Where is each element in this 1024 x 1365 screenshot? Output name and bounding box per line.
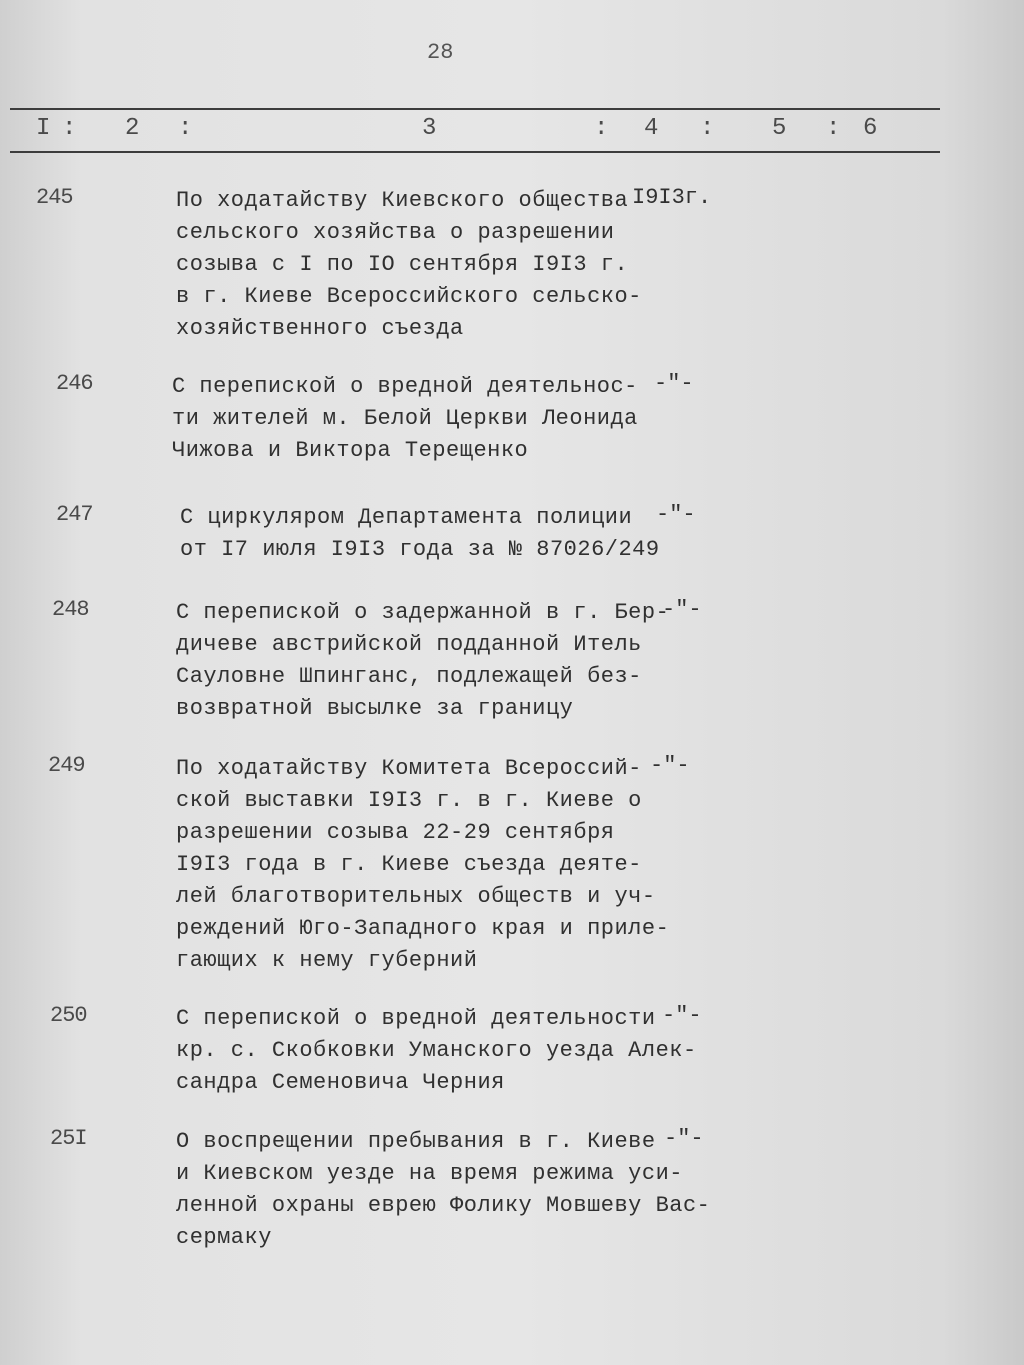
description-line: сандра Семеновича Черния	[176, 1070, 505, 1095]
description-line: лей благотворительных обществ и уч-	[176, 884, 656, 909]
entry-date-ditto: -"-	[654, 371, 694, 396]
description-line: разрешении созыва 22-29 сентября	[176, 820, 615, 845]
column-header-1: I	[36, 115, 51, 142]
description-line: реждений Юго-Западного края и приле-	[176, 916, 670, 941]
description-line: Сауловне Шпинганс, подлежащей без-	[176, 664, 642, 689]
description-line: кр. с. Скобковки Уманского уезда Алек-	[176, 1038, 697, 1063]
entry-description	[180, 502, 660, 566]
entry-date-ditto: -"-	[662, 597, 702, 622]
table-header-bottom-rule	[10, 151, 940, 153]
description-line: ленной охраны еврею Фолику Мовшеву Вас-	[176, 1193, 711, 1218]
entry-description	[176, 1003, 697, 1099]
description-line: хозяйственного съезда	[176, 316, 464, 341]
description-line: сельского хозяйства о разрешении	[176, 220, 615, 245]
entry-date-ditto: -"-	[662, 1003, 702, 1028]
description-line: С циркуляром Департамента полиции	[180, 505, 633, 530]
column-header-4: 4	[644, 115, 659, 142]
entry-description	[176, 1126, 711, 1254]
column-header-2: 2	[125, 115, 140, 142]
description-line: С перепиской о вредной деятельности	[176, 1006, 656, 1031]
column-separator: :	[178, 115, 193, 142]
description-line: созыва с I по IO сентября I9I3 г.	[176, 252, 629, 277]
description-line: С перепиской о вредной деятельнос-	[172, 374, 638, 399]
description-line: С перепиской о задержанной в г. Бер-	[176, 600, 670, 625]
description-line: сермаку	[176, 1225, 272, 1250]
column-separator: :	[826, 115, 841, 142]
description-line: По ходатайству Комитета Всероссий-	[176, 756, 642, 781]
description-line: ти жителей м. Белой Церкви Леонида	[172, 406, 638, 431]
entry-date-ditto: -"-	[650, 753, 690, 778]
entry-number: 250	[50, 1003, 87, 1028]
column-separator: :	[62, 115, 77, 142]
description-line: возвратной высылке за границу	[176, 696, 574, 721]
column-separator: :	[700, 115, 715, 142]
entry-date-ditto: -"-	[656, 502, 696, 527]
description-line: от I7 июля I9I3 года за № 87026/249	[180, 537, 660, 562]
column-header-5: 5	[772, 115, 787, 142]
entry-number: 25I	[50, 1126, 87, 1151]
entry-date-ditto: -"-	[664, 1126, 704, 1151]
entry-description	[176, 185, 656, 345]
entry-date: I9I3г.	[632, 185, 712, 210]
entry-description	[176, 597, 670, 725]
description-line: гающих к нему губерний	[176, 948, 478, 973]
entry-description	[172, 371, 652, 467]
page-number: 28	[427, 40, 454, 65]
column-header-3: 3	[422, 115, 437, 142]
table-header-top-rule	[10, 108, 940, 110]
entry-number: 246	[56, 371, 93, 396]
entry-number: 248	[52, 597, 89, 622]
column-separator: :	[594, 115, 609, 142]
description-line: в г. Киеве Всероссийского сельско-	[176, 284, 642, 309]
entry-description	[176, 753, 670, 977]
entry-number: 247	[56, 502, 93, 527]
description-line: По ходатайству Киевского общества	[176, 188, 629, 213]
description-line: О воспрещении пребывания в г. Киеве	[176, 1129, 656, 1154]
entry-number: 245	[36, 185, 73, 210]
description-line: Чижова и Виктора Терещенко	[172, 438, 529, 463]
description-line: дичеве австрийской подданной Итель	[176, 632, 642, 657]
description-line: и Киевском уезде на время режима уси-	[176, 1161, 683, 1186]
description-line: I9I3 года в г. Киеве съезда деяте-	[176, 852, 642, 877]
column-header-6: 6	[863, 115, 878, 142]
description-line: ской выставки I9I3 г. в г. Киеве о	[176, 788, 642, 813]
entry-number: 249	[48, 753, 85, 778]
